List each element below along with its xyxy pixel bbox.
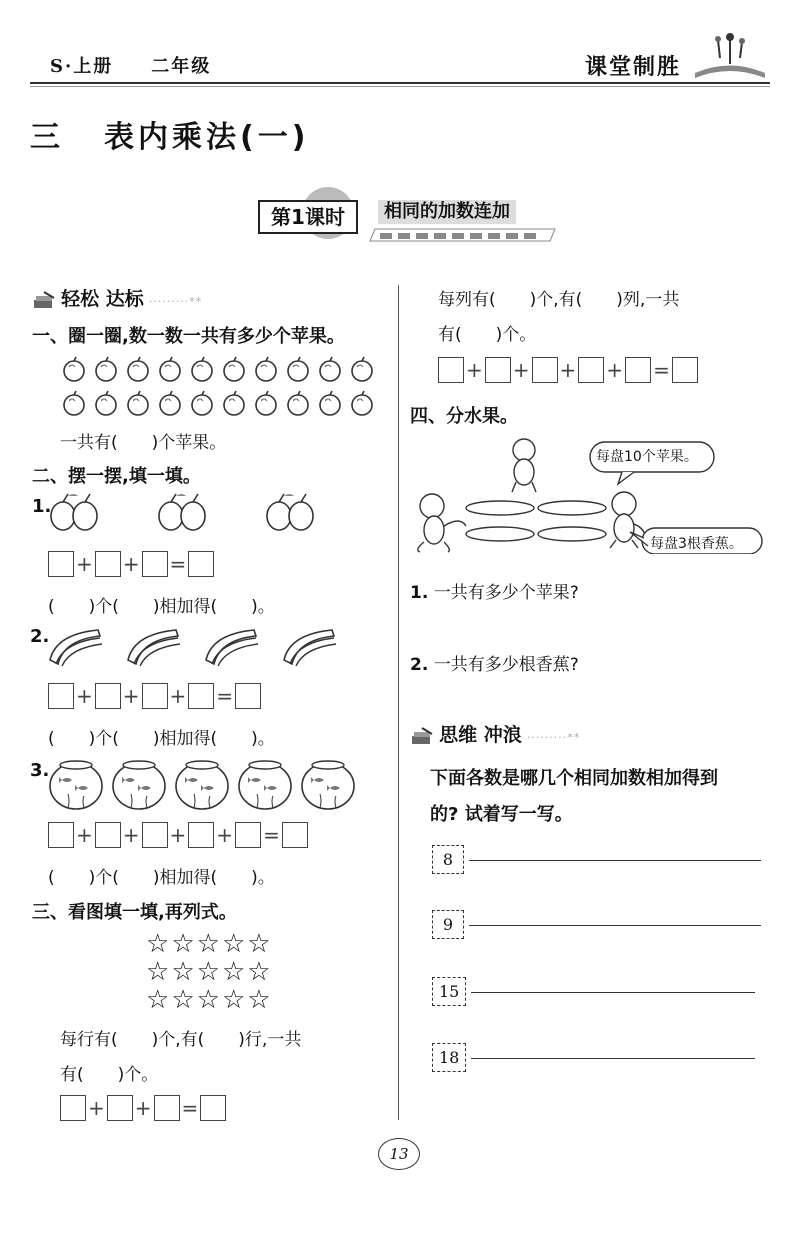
number-card: 9 bbox=[432, 910, 464, 939]
answer-box[interactable] bbox=[60, 1095, 86, 1121]
think-row-9 bbox=[432, 910, 761, 939]
answer-box[interactable] bbox=[282, 822, 308, 848]
number-card: 15 bbox=[432, 977, 466, 1006]
q4-sub2 bbox=[410, 650, 579, 675]
apple-icon[interactable] bbox=[160, 357, 180, 381]
apple-icon[interactable] bbox=[256, 357, 276, 381]
apple-grid bbox=[58, 353, 388, 421]
star-icon: ☆ bbox=[196, 929, 222, 959]
answer-box[interactable] bbox=[95, 551, 121, 577]
equals-sign: = bbox=[216, 684, 234, 708]
star-icon: ☆ bbox=[171, 985, 197, 1015]
star-icon: ☆ bbox=[146, 929, 172, 959]
q3-equation bbox=[60, 1095, 226, 1121]
q4-title: 四、分水果。 bbox=[410, 406, 518, 427]
pear-group-row bbox=[48, 490, 378, 536]
q2-item3-sentence: ( )个( )相加得( )。 bbox=[48, 868, 275, 888]
star-icon: ☆ bbox=[221, 957, 248, 987]
fishbowl-icon bbox=[113, 761, 165, 809]
section-think-title: 思维 冲浪 bbox=[439, 724, 522, 746]
header-series bbox=[50, 52, 211, 78]
answer-line[interactable] bbox=[469, 925, 761, 926]
series-label: S·上册 bbox=[50, 56, 114, 77]
star-row bbox=[146, 986, 273, 1014]
fishbowl-icon bbox=[239, 761, 291, 809]
q4-sub2-text: 一共有多少根香蕉? bbox=[433, 655, 579, 675]
answer-box[interactable] bbox=[95, 822, 121, 848]
plus-sign: + bbox=[134, 1096, 152, 1120]
apple-icon[interactable] bbox=[96, 391, 116, 415]
section-easy-dots: ·········** bbox=[148, 295, 203, 308]
equals-sign: = bbox=[653, 358, 670, 382]
answer-box[interactable] bbox=[95, 683, 121, 709]
section-easy-title: 轻松 达标 bbox=[61, 288, 144, 310]
answer-box[interactable] bbox=[142, 551, 168, 577]
answer-box[interactable] bbox=[188, 683, 214, 709]
plus-sign: + bbox=[122, 684, 140, 708]
lesson-topic: 相同的加数连加 bbox=[378, 200, 516, 224]
pear-icon bbox=[51, 494, 97, 530]
star-grid bbox=[146, 930, 273, 1014]
q4-sub1 bbox=[410, 578, 579, 603]
answer-box[interactable] bbox=[200, 1095, 226, 1121]
plate-icon bbox=[466, 501, 606, 541]
apple-icon[interactable] bbox=[256, 391, 276, 415]
star-row bbox=[146, 930, 273, 958]
answer-box[interactable] bbox=[142, 822, 168, 848]
bubble-bananas-text: 每盘3根香蕉。 bbox=[650, 536, 743, 552]
book-pencil-icon bbox=[410, 726, 434, 748]
q4-sub1-label: 1. bbox=[410, 583, 429, 603]
plus-sign: + bbox=[216, 823, 234, 847]
think-prompt-line2: 的? 试着写一写。 bbox=[430, 804, 573, 825]
q2-title: 二、摆一摆,填一填。 bbox=[32, 466, 201, 487]
star-icon: ☆ bbox=[146, 985, 172, 1015]
q2-item1-equation bbox=[48, 551, 214, 577]
answer-box[interactable] bbox=[235, 822, 261, 848]
star-icon: ☆ bbox=[247, 929, 273, 959]
answer-box[interactable] bbox=[107, 1095, 133, 1121]
header-rule-thin bbox=[30, 86, 770, 87]
banana-group-row bbox=[46, 624, 376, 670]
monkey-icon bbox=[418, 494, 466, 552]
apple-icon[interactable] bbox=[128, 391, 148, 415]
answer-line[interactable] bbox=[471, 992, 755, 993]
answer-box[interactable] bbox=[578, 357, 604, 383]
plus-sign: + bbox=[512, 358, 530, 382]
q4-sub1-text: 一共有多少个苹果? bbox=[433, 583, 579, 603]
apple-icon[interactable] bbox=[352, 357, 372, 381]
q3-right-line2: 有( )个。 bbox=[438, 325, 537, 345]
think-prompt-line1: 下面各数是哪几个相同加数相加得到 bbox=[430, 768, 718, 789]
apple-icon[interactable] bbox=[288, 391, 308, 415]
q2-item3-equation bbox=[48, 822, 308, 848]
star-icon: ☆ bbox=[247, 957, 273, 987]
plus-sign: + bbox=[76, 823, 93, 847]
apple-icon[interactable] bbox=[320, 357, 340, 381]
section-easy-heading bbox=[32, 284, 202, 312]
page-number: 13 bbox=[378, 1138, 420, 1170]
plus-sign: + bbox=[88, 1096, 105, 1120]
q4-sub2-label: 2. bbox=[410, 655, 429, 675]
q2-item2-equation bbox=[48, 683, 261, 709]
banana-icon bbox=[50, 630, 102, 666]
q2-item3-label: 3. bbox=[30, 760, 50, 781]
star-icon: ☆ bbox=[247, 985, 273, 1015]
apple-icon[interactable] bbox=[288, 357, 308, 381]
q1-answer: 一共有( )个苹果。 bbox=[60, 433, 227, 453]
answer-line[interactable] bbox=[469, 860, 761, 861]
q3-line2: 有( )个。 bbox=[60, 1065, 159, 1085]
star-row bbox=[146, 958, 273, 986]
q3-line1: 每行有( )个,有( )行,一共 bbox=[60, 1030, 302, 1050]
apple-icon[interactable] bbox=[224, 391, 244, 415]
book-pencil-icon bbox=[32, 290, 56, 312]
book-decoration-icon bbox=[690, 28, 770, 80]
fishbowl-icon bbox=[50, 761, 102, 809]
think-row-18 bbox=[432, 1043, 755, 1072]
answer-box[interactable] bbox=[48, 551, 74, 577]
answer-box[interactable] bbox=[48, 822, 74, 848]
section-think-heading bbox=[410, 720, 580, 748]
answer-box[interactable] bbox=[485, 357, 511, 383]
plus-sign: + bbox=[169, 684, 187, 708]
answer-box[interactable] bbox=[235, 683, 261, 709]
q2-item2-sentence: ( )个( )相加得( )。 bbox=[48, 729, 275, 749]
answer-box[interactable] bbox=[438, 357, 464, 383]
plus-sign: + bbox=[559, 358, 577, 382]
brand-title: 课堂制胜 bbox=[585, 55, 682, 80]
fishbowl-icon bbox=[176, 761, 228, 809]
answer-box[interactable] bbox=[48, 683, 74, 709]
apple-icon[interactable] bbox=[320, 391, 340, 415]
equals-sign: = bbox=[263, 823, 280, 847]
q3-title: 三、看图填一填,再列式。 bbox=[32, 902, 237, 923]
star-icon: ☆ bbox=[221, 929, 248, 959]
star-icon: ☆ bbox=[146, 957, 172, 987]
star-icon: ☆ bbox=[196, 957, 222, 987]
star-icon: ☆ bbox=[171, 929, 197, 959]
unit-number: 三 bbox=[30, 120, 64, 155]
plus-sign: + bbox=[76, 552, 93, 576]
plus-sign: + bbox=[122, 823, 140, 847]
equals-sign: = bbox=[181, 1096, 199, 1120]
plus-sign: + bbox=[466, 358, 483, 382]
apple-icon[interactable] bbox=[64, 357, 84, 381]
star-icon: ☆ bbox=[221, 985, 248, 1015]
apple-icon[interactable] bbox=[352, 391, 372, 415]
q2-item1-label: 1. bbox=[32, 496, 52, 517]
plus-sign: + bbox=[169, 823, 187, 847]
fishbowl-icon bbox=[302, 761, 354, 809]
unit-title bbox=[30, 112, 309, 156]
plus-sign: + bbox=[76, 684, 93, 708]
q3-right-line1: 每列有( )个,有( )列,一共 bbox=[438, 290, 680, 310]
q1-title: 一、圈一圈,数一数一共有多少个苹果。 bbox=[32, 326, 345, 347]
answer-box[interactable] bbox=[188, 822, 214, 848]
think-row-8 bbox=[432, 845, 761, 874]
q2-item1-sentence: ( )个( )相加得( )。 bbox=[48, 597, 275, 617]
number-card: 8 bbox=[432, 845, 464, 874]
answer-box[interactable] bbox=[142, 683, 168, 709]
column-divider bbox=[398, 285, 399, 1120]
answer-box[interactable] bbox=[188, 551, 214, 577]
apple-icon[interactable] bbox=[160, 391, 180, 415]
fishbowl-group-row bbox=[48, 756, 378, 812]
apple-icon[interactable] bbox=[64, 391, 84, 415]
think-row-15 bbox=[432, 977, 755, 1006]
q3-right-equation bbox=[438, 357, 698, 383]
answer-box[interactable] bbox=[532, 357, 558, 383]
answer-box[interactable] bbox=[625, 357, 651, 383]
answer-box[interactable] bbox=[154, 1095, 180, 1121]
equals-sign: = bbox=[169, 552, 187, 576]
bubble-apples-text: 每盘10个苹果。 bbox=[596, 449, 698, 465]
star-icon: ☆ bbox=[171, 957, 197, 987]
answer-line[interactable] bbox=[471, 1058, 755, 1059]
apple-icon[interactable] bbox=[224, 357, 244, 381]
section-think-dots: ·········** bbox=[526, 731, 581, 744]
grade-label: 二年级 bbox=[151, 56, 212, 77]
star-icon: ☆ bbox=[196, 985, 222, 1015]
number-card: 18 bbox=[432, 1043, 466, 1072]
answer-box[interactable] bbox=[672, 357, 698, 383]
unit-name: 表内乘法(一) bbox=[104, 120, 310, 155]
lesson-label: 第1课时 bbox=[258, 200, 358, 234]
apple-icon[interactable] bbox=[96, 357, 116, 381]
header-rule bbox=[30, 82, 770, 84]
plus-sign: + bbox=[122, 552, 140, 576]
apple-icon[interactable] bbox=[192, 391, 212, 415]
apple-icon[interactable] bbox=[192, 357, 212, 381]
monkey-icon bbox=[512, 439, 536, 492]
plus-sign: + bbox=[606, 358, 624, 382]
apple-icon[interactable] bbox=[128, 357, 148, 381]
q2-item2-label: 2. bbox=[30, 626, 50, 647]
